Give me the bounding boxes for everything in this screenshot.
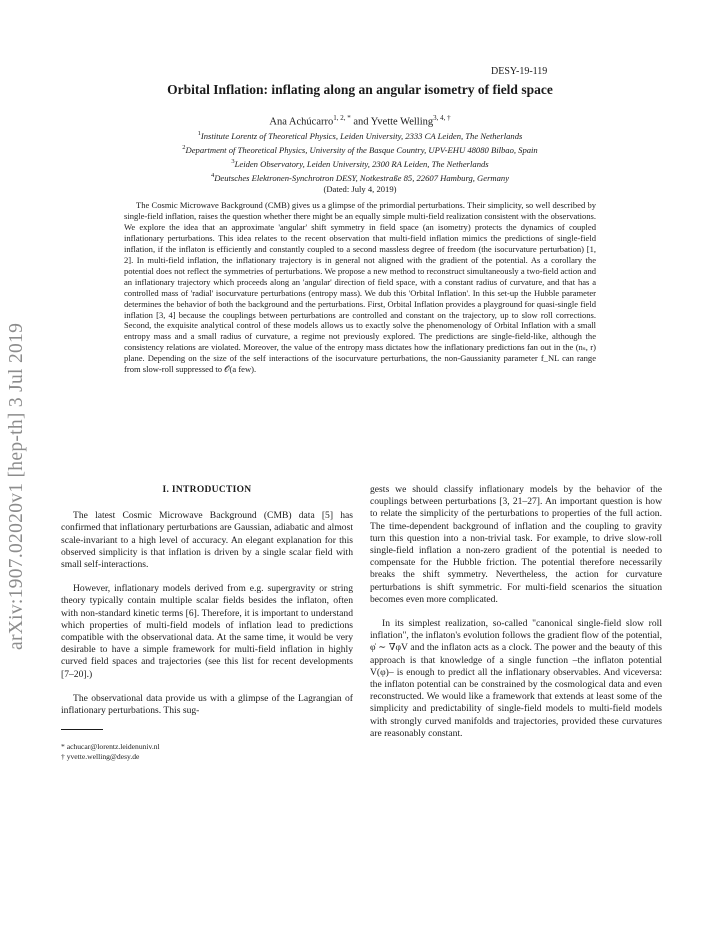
affiliation-text: Department of Theoretical Physics, University of the Basque Country, UPV-EHU 48080 Bilbao, Spain <box>185 144 538 155</box>
arxiv-stamp: arXiv:1907.02020v1 [hep-th] 3 Jul 2019 <box>6 322 27 650</box>
footnote-rule <box>61 729 103 730</box>
paragraph: However, inflationary models derived from e.g. supergravity or string theory typically contain multiple scalar fields besides the inflaton, often with non-standard kinetic terms [6]. Therefore, it is important to understand which properties of multi-field models of inflation lead to predictions compatible with the observational data. At the same time, it would be very desirable to have a simple framework for multi-field inflation in highly curved field spaces and trajectories (see this list for recent developments [7–20].) <box>61 583 353 680</box>
report-number: DESY-19-119 <box>491 66 548 77</box>
affiliation-mark: 1 <box>197 130 201 137</box>
affiliation-mark: 4 <box>210 172 215 180</box>
affiliation-4 <box>0 170 720 184</box>
paragraph: gests we should classify inflationary models by the behavior of the couplings between perturbations [3, 21–27]. An important question is how to relate the simplicity of the perturbations to properties of the full action. The time-dependent background of inflation and the coupling to gravity turn this question into a non-trivial task. For example, to drive slow-roll single-field inflation a non-zero gradient of the potential is needed to compensate for the Hubble friction. The potential therefore necessarily breaks the shift symmetry. Nevertheless, the action for curvature perturbations is shift symmetric. For multi-field scenarios the situation becomes even more complicated. <box>370 484 662 605</box>
footnote-1: * achucar@lorentz.leidenuniv.nl <box>61 742 160 752</box>
paragraph: In its simplest realization, so-called "canonical single-field slow roll inflation", the inflaton's evolution follows the gradient flow of the potential, φ̇ ∼ ∇φV and the inflaton acts as a clock. The power and the beauty of this approach is that knowledge of a single function –the inflaton potential V(φ)– is enough to predict all the inflationary observables. And viceversa: the inflaton potential can be constrained by the cosmological data and even reconstructed. We would like a framework that extends at least some of the simplicity and predictability of single-field models to multi-field models with strongly curved manifolds and trajectories, provided these curvatures are reasonably constant. <box>370 618 662 739</box>
affiliation-text: Deutsches Elektronen-Synchrotron DESY, Notkestraße 85, 22607 Hamburg, Germany <box>214 173 510 184</box>
footnote-2: † yvette.welling@desy.de <box>61 752 140 762</box>
author-2-marks: 3, 4, † <box>433 114 451 122</box>
paper-title: Orbital Inflation: inflating along an angular isometry of field space <box>167 82 553 97</box>
footnotes <box>61 742 353 762</box>
author-line <box>0 114 720 128</box>
affiliation-3 <box>0 156 720 170</box>
affiliation-mark: 3 <box>231 158 235 166</box>
right-column <box>370 484 662 752</box>
affiliation-2 <box>0 142 720 156</box>
abstract <box>124 200 596 375</box>
affiliations <box>0 128 720 195</box>
author-1-marks: 1, 2, * <box>333 114 351 122</box>
author-2-name: and Yvette Welling <box>353 116 434 128</box>
paragraph: The latest Cosmic Microwave Background (CMB) data [5] has confirmed that inflationary perturbations are Gaussian, adiabatic and almost scale-invariant to a high level of accuracy. An elegant explanation for this observed simplicity is that inflation is driven by a single scalar field with small self-interactions. <box>61 510 353 571</box>
affiliation-text: Leiden Observatory, Leiden University, 2300 RA Leiden, The Netherlands <box>234 158 489 169</box>
abstract-text: The Cosmic Microwave Background (CMB) gives us a glimpse of the primordial perturbations. Their simplicity, so well described by single-field inflation, raises the question whether there might be an equally simple multi-field realization consistent with the observations. We explore the idea that an approximate 'angular' shift symmetry in field space (an isometry) protects the dynamics of coupled inflationary perturbations. This idea relates to the recent observation that multi-field inflation mimics the predictions of single-field inflation, if the inflaton is efficiently and constantly coupled to a second massless degree of freedom (the isocurvature perturbation) [1, 2]. In multi-field inflation, the inflationary trajectory is in general not aligned with the gradient of the potential. As a corollary the potential does not reflect the symmetries of perturbations. We propose a new method to reconstruct simultaneously a two-field action and an inflationary trajectory which proceeds along an 'angular' direction of field space, with a constant radius of curvature, and that has a controlled mass of 'radial' isocurvature perturbations (entropy mass). We dub this 'Orbital Inflation'. In this set-up the Hubble parameter determines the behavior of both the background and the perturbations. First, Orbital Inflation provides a playground for quasi-single field inflation [3, 4] because the couplings between perturbations are controlled and constant on the trajectory, up to slow roll corrections. Second, the exquisite analytical control of these models allows us to exactly solve the phenomenology of Orbital Inflation with a small entropy mass and a small radius of curvature, a regime not previously explored. The predictions are single-field-like, although the consistency relations are violated. Moreover, the value of the entropy mass dictates how the inflationary predictions fan out in the (nₛ, r) plane. Depending on the size of the self interactions of the isocurvature perturbations, the non-Gaussianity parameter f_NL can range from slow-roll suppressed to 𝒪(a few). <box>124 200 596 375</box>
section-heading-introduction: I. INTRODUCTION <box>162 485 252 495</box>
affiliation-mark: 2 <box>182 144 186 152</box>
author-1-name: Ana Achúcarro <box>269 116 334 128</box>
dated-line: (Dated: July 4, 2019) <box>323 184 397 195</box>
paragraph: The observational data provide us with a glimpse of the Lagrangian of inflationary perturbations. This sug- <box>61 692 353 717</box>
left-column <box>61 484 353 762</box>
affiliation-1 <box>0 128 720 142</box>
affiliation-text: Institute Lorentz of Theoretical Physics, Leiden University, 2333 CA Leiden, The Netherlands <box>200 130 523 141</box>
